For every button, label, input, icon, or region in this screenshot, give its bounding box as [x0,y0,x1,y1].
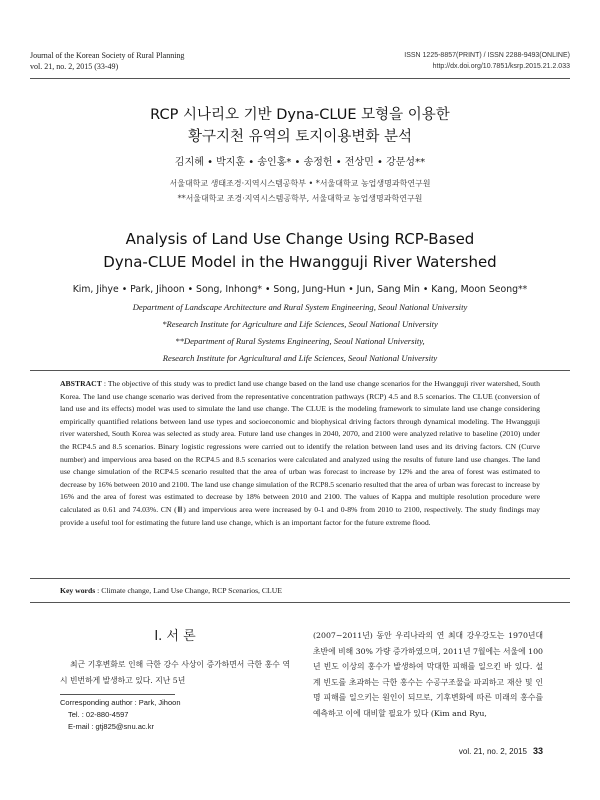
page-footer [459,746,543,756]
english-title [30,228,570,274]
korean-title [30,104,570,148]
doi-link[interactable]: http://dx.doi.org/10.7851/ksrp.2015.21.2.033 [432,63,570,70]
abstract-label: ABSTRACT [60,379,102,388]
english-authors: Kim, Jihye • Park, Jihoon • Song, Inhong* • Song, Jung-Hun • Jun, Sang Min • Kang, Moon Seong** [72,284,528,295]
corresponding-author-footnote [60,697,181,733]
keywords-text: : Climate change, Land Use Change, RCP Scenarios, CLUE [95,586,282,595]
header-rule [30,78,570,79]
english-affiliations [30,299,570,367]
english-affiliation-line3: **Department of Rural Systems Engineering, Seoul National University, [175,336,425,346]
intro-right-paragraph: (2007∼2011년) 동안 우리나라의 연 최대 강우강도는 1970년대 초반에 비해 30% 가량 증가하였으며, 2011년 7월에는 서울에 100년 빈도 이상의 홍수가 발생하여 막대한 피해를 일으킨 바 있다. 설계 빈도를 초과하는 극한 홍수는 수공구조물을 파괴하고 재산 및 인명 피해를 일으키는 원인이 되므로, 기후변화에 따른 미래의 홍수를 예측하고 이에 대비할 필요가 있다 (Kim and Ryu, [313,631,543,718]
journal-identifiers [404,50,570,72]
english-affiliation-line1: Department of Landscape Architecture and Rural System Engineering, Seoul National University [132,302,468,312]
author-email[interactable]: E-mail : gtj825@snu.ac.kr [68,722,154,731]
journal-name: Journal of the Korean Society of Rural Planning [30,51,185,60]
keywords [60,585,540,597]
keywords-bottom-rule [30,602,570,603]
footnote-rule [60,694,175,695]
page-number: 33 [532,746,543,756]
intro-left-paragraph: 최근 기후변화로 인해 극한 강수 사상이 증가하면서 극한 홍수 역시 빈번하게 발생하고 있다. 지난 5년 [60,660,290,685]
issn: ISSN 1225-8857(PRINT) / ISSN 2288-9493(ONLINE) [404,52,570,59]
korean-affiliations [30,176,570,206]
korean-affiliation-line2: **서울대학교 조경·지역시스템공학부, 서울대학교 농업생명과학연구원 [177,194,423,203]
author-tel: Tel. : 02-880-4597 [68,710,129,719]
keywords-label: Key words [60,586,96,595]
abstract-top-rule [30,370,570,371]
keywords-top-rule [30,578,570,579]
corresponding-author: Corresponding author : Park, Jihoon [60,698,181,707]
volume-info: vol. 21, no. 2, 2015 (33-49) [30,62,119,71]
abstract [60,378,540,529]
english-affiliation-line2: *Research Institute for Agriculture and Life Sciences, Seoul National University [162,319,438,329]
korean-authors: 김지혜 • 박지훈 • 송인홍* • 송정헌 • 전상민 • 강문성** [174,157,426,168]
korean-title-line2: 황구지천 유역의 토지이용변화 분석 [188,129,412,145]
journal-header [30,50,184,72]
section-title: Ⅰ. 서 론 [154,629,196,644]
korean-title-line1: RCP 시나리오 기반 Dyna-CLUE 모형을 이용한 [150,107,450,123]
abstract-text: : The objective of this study was to predict land use change based on the land use change scenarios for the Hwangguji river watershed, South Korea. The land use change scenario was derived from the representative concentration pathways (RCP) 4.5 and 8.5 scenarios. The CLUE (conversion of land use and its effects) model was used to simulate the land use change. The CLUE is the modeling framework to simulate land use change considering empirically quantified relations between land use types and socioeconomic and biophysical driving factors through dynamical modeling. The Hwangguji river watershed, South Korea was selected as study area. Future land use changes in 2040, 2070, and 2100 were analyzed relative to baseline (2010) under the RCP4.5 and 8.5 scenarios. Binary logistic regressions were carried out to identify the relation between land uses and its driving factors. CN (Curve number) and impervious area based on the RCP4.5 and 8.5 scenarios were calculated and analyzed using the results of future land use changes. The land use change simulation of the RCP4.5 scenario resulted that the area of urban was forecast to increase by 12% and the area of forest was estimated to decrease by 16% between 2010 and 2100. The land use change simulation of the RCP8.5 scenario resulted that the area of urban was forecast to increase by 16% and the area of forest was estimated to decrease by 18% between 2010 and 2100. The values of Kappa and multiple resolution procedure were calculated as 0.61 and 74.03%. CN (Ⅲ) and impervious area were increased by 0-1 and 0-8% from 2010 to 2100, respectively. The study findings may provide a useful tool for estimating the future land use change, which is an important factor for the future extreme flood. [60,379,540,527]
english-title-line1: Analysis of Land Use Change Using RCP-Based [125,230,475,248]
korean-affiliation-line1: 서울대학교 생태조경·지역시스템공학부 • *서울대학교 농업생명과학연구원 [169,179,431,188]
footer-issue: vol. 21, no. 2, 2015 [458,747,527,756]
english-affiliation-line4: Research Institute for Agricultural and Life Sciences, Seoul National University [162,353,438,363]
english-title-line2: Dyna-CLUE Model in the Hwangguji River Watershed [103,253,497,271]
